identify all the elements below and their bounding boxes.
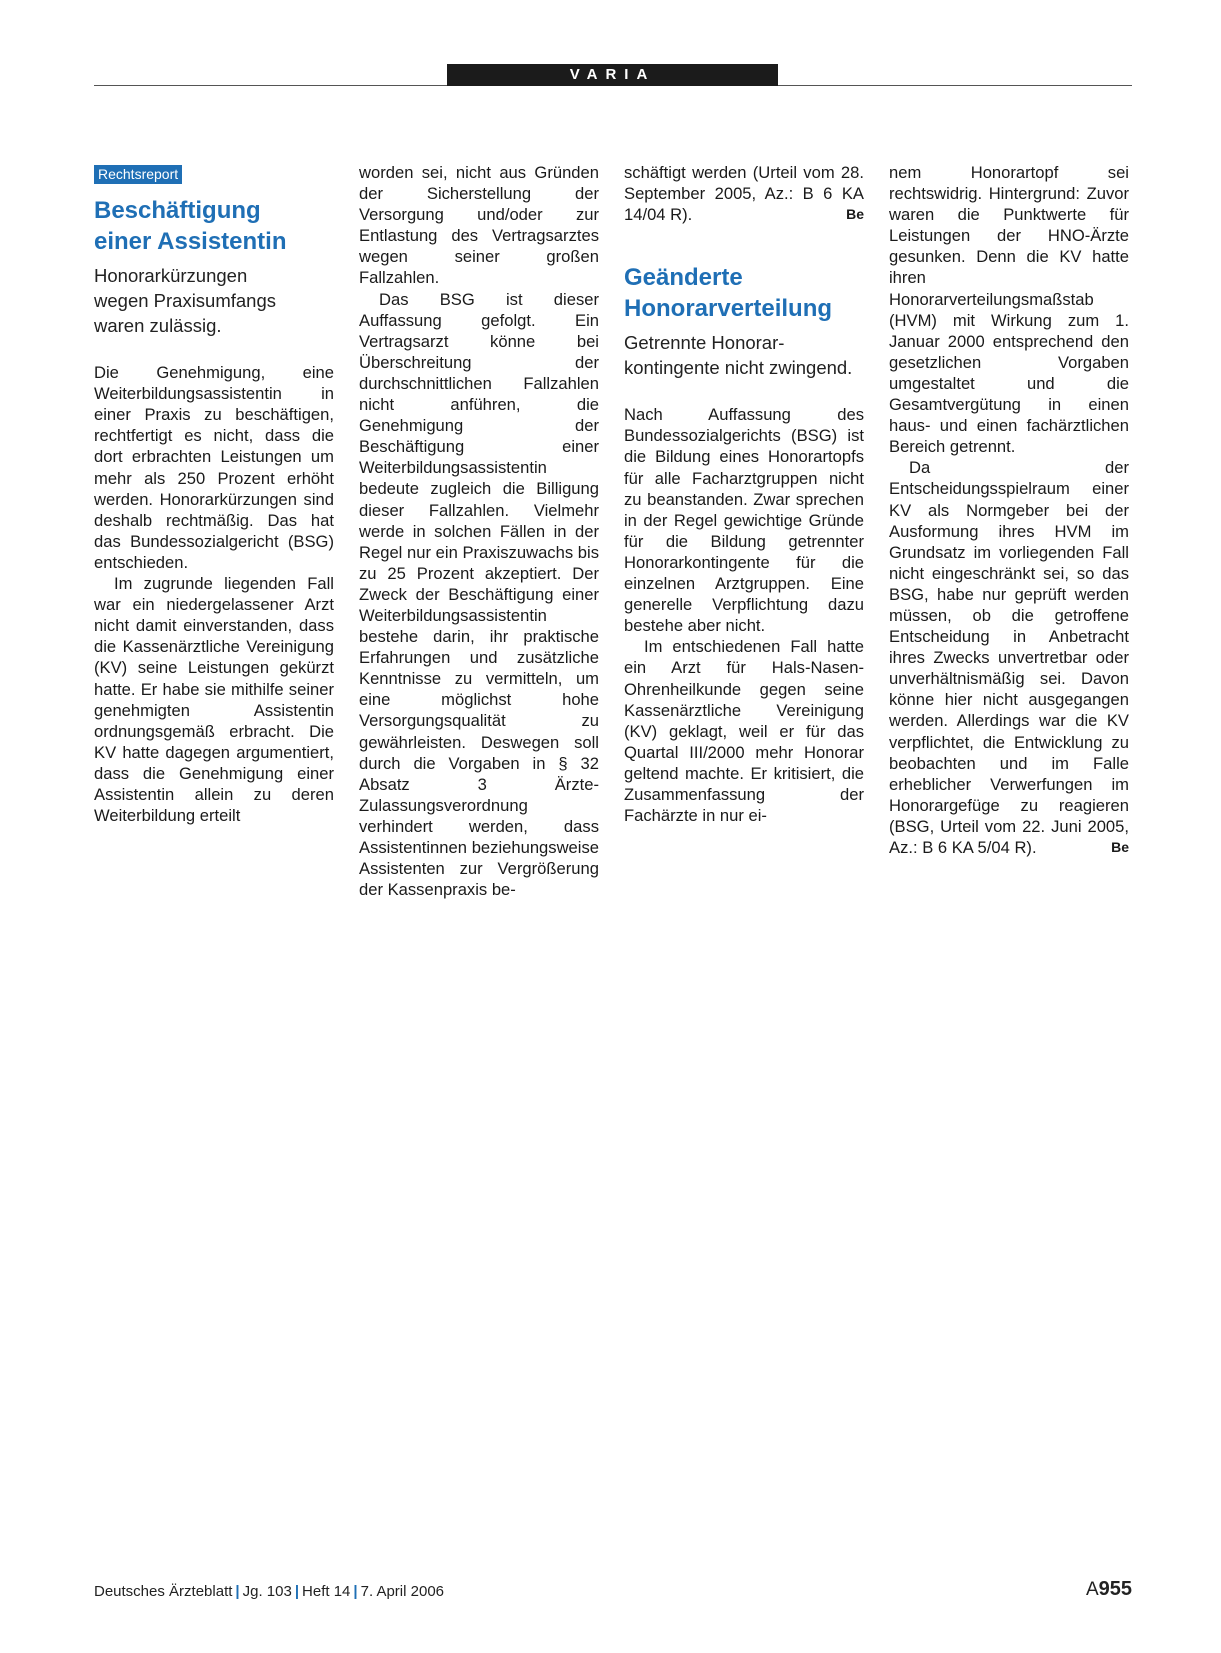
article-2-signature: Be	[1111, 839, 1129, 855]
article-2-paragraph-2: Im entschiedenen Fall hatte ein Arzt für Hals-Nasen-Ohrenheilkunde gegen seine Kassenärztliche Vereinigung (KV) geklagt, weil er für das Quartal III/2000 mehr Honorar geltend machte. Er kritisiert, die Zusammenfassung der Fachärzte in nur ei-	[624, 637, 864, 826]
article-2-paragraph-2-continued: nem Honorartopf sei rechtswidrig. Hintergrund: Zuvor waren die Punktwerte für Leistungen der HNO-Ärzte gesunken. Denn die KV hatte ihren Honorarverteilungsmaßstab (HVM) mit Wirkung zum 1. Januar 2000 entsprechend den gesetzlichen Vorgaben umgestaltet und die Gesamtvergütung in einen haus- und einen fachärztlichen Bereich getrennt.	[889, 163, 1129, 457]
article-1-title-line1: Beschäftigung	[94, 197, 261, 225]
article-1-subtitle-line2: wegen Praxisumfangs	[94, 290, 277, 312]
article-2-subtitle-line2: kontingente nicht zwingend.	[624, 357, 853, 379]
rubric-badge: Rechtsreport	[94, 165, 182, 184]
article-1-paragraph-1: Die Genehmigung, eine Weiterbildungsassistentin in einer Praxis zu beschäftigen, rechtfertigt es nicht, dass die dort erbrachten Leistungen um mehr als 250 Prozent erhöht werden. Honorarkürzungen sind deshalb rechtmäßig. Das hat das Bundessozialgericht (BSG) entschieden.	[94, 363, 334, 572]
footer-date: 7. April 2006	[360, 1583, 445, 1600]
footer-issue: Heft 14	[302, 1583, 351, 1600]
article-1-subtitle-line3: waren zulässig.	[94, 315, 222, 337]
footer-journal: Deutsches Ärzteblatt	[94, 1583, 233, 1600]
footer-separator: |	[294, 1583, 300, 1600]
article-2-subtitle-line1: Getrennte Honorar-	[624, 332, 785, 354]
page-number-prefix: A	[1085, 1579, 1099, 1600]
article-1-paragraph-3-continued	[624, 162, 864, 225]
section-label: VARIA	[447, 64, 778, 86]
column-2	[359, 162, 599, 900]
page-number	[1086, 1578, 1132, 1601]
footer-citation	[94, 1583, 444, 1600]
page-number-value: 955	[1098, 1578, 1132, 1600]
footer-volume: Jg. 103	[242, 1583, 292, 1600]
column-1	[94, 162, 334, 826]
article-1-subtitle-line1: Honorarkürzungen	[94, 265, 248, 287]
article-1-title-line2: einer Assistentin	[94, 228, 287, 256]
article-2-title-line2: Honorarverteilung	[624, 295, 833, 323]
article-1-paragraph-2-continued: worden sei, nicht aus Gründen der Sicherstellung der Versorgung und/oder zur Entlastung des Vertragsarztes wegen seiner großen Fallzahlen.	[359, 163, 599, 288]
article-2-title	[624, 262, 864, 324]
footer-separator: |	[235, 1583, 240, 1600]
footer-separator: |	[353, 1583, 358, 1600]
article-2-paragraph-1: Nach Auffassung des Bundessozialgerichts (BSG) ist die Bildung eines Honorartopfs für alle Facharztgruppen nicht zu beanstanden. Zwar sprechen in der Regel gewichtige Gründe für die Bildung getrennter Honorarkontingente für die einzelnen Arztgruppen. Eine generelle Verpflichtung dazu bestehe aber nicht.	[624, 405, 864, 636]
article-2-paragraph-3	[889, 457, 1129, 858]
article-1-subtitle	[94, 263, 334, 338]
column-4	[889, 162, 1129, 858]
article-2-subtitle	[624, 330, 864, 380]
article-1-paragraph-2: Im zugrunde liegenden Fall war ein niedergelassener Arzt nicht damit einverstanden, dass die Kassenärztliche Vereinigung (KV) seine Leistungen gekürzt hatte. Er habe sie mithilfe seiner genehmigten Assistentin ordnungsgemäß erbracht. Die KV hatte dagegen argumentiert, dass die Genehmigung einer Assistentin allein zu deren Weiterbildung erteilt	[94, 574, 334, 826]
column-3	[624, 162, 864, 826]
article-1-signature: Be	[846, 206, 864, 223]
article-2-title-line1: Geänderte	[624, 264, 743, 292]
article-2-paragraph-3-text: Da der Entscheidungsspielraum einer KV als Normgeber bei der Ausformung ihres HVM im Grundsatz im vorliegenden Fall nicht eingeschränkt sei, so das BSG, habe nur geprüft werden müssen, ob die getroffene Entscheidung in Anbetracht ihres Zwecks unvertretbar oder unverhältnismäßig sei. Davon könne hier nicht ausgegangen werden. Allerdings war die KV verpflichtet, die Entwicklung zu beobachten und im Falle erheblicher Verwerfungen im Honorargefüge zu reagieren (BSG, Urteil vom 22. Juni 2005, Az.: B 6 KA 5/04 R).	[889, 458, 1129, 857]
article-1-closing-text: schäftigt werden (Urteil vom 28. September 2005, Az.: B 6 KA 14/04 R).	[624, 163, 864, 225]
article-1-title	[94, 195, 334, 257]
article-1-paragraph-3: Das BSG ist dieser Auffassung gefolgt. Ein Vertragsarzt könne bei Überschreitung der durchschnittlichen Fallzahlen nicht anführen, die Genehmigung der Beschäftigung einer Weiterbildungsassistentin bedeute zugleich die Billigung dieser Fallzahlen. Vielmehr werde in solchen Fällen in der Regel nur ein Praxiszuwachs bis zu 25 Prozent akzeptiert. Der Zweck der Beschäftigung einer Weiterbildungsassistentin bestehe darin, ihr praktische Erfahrungen und zusätzliche Kenntnisse zu vermitteln, um eine möglichst hohe Versorgungsqualität zu gewährleisten. Deswegen soll durch die Vorgaben in § 32 Absatz 3 Ärzte-Zulassungsverordnung verhindert werden, dass Assistentinnen beziehungsweise Assistenten zur Vergrößerung der Kassenpraxis be-	[359, 289, 599, 900]
